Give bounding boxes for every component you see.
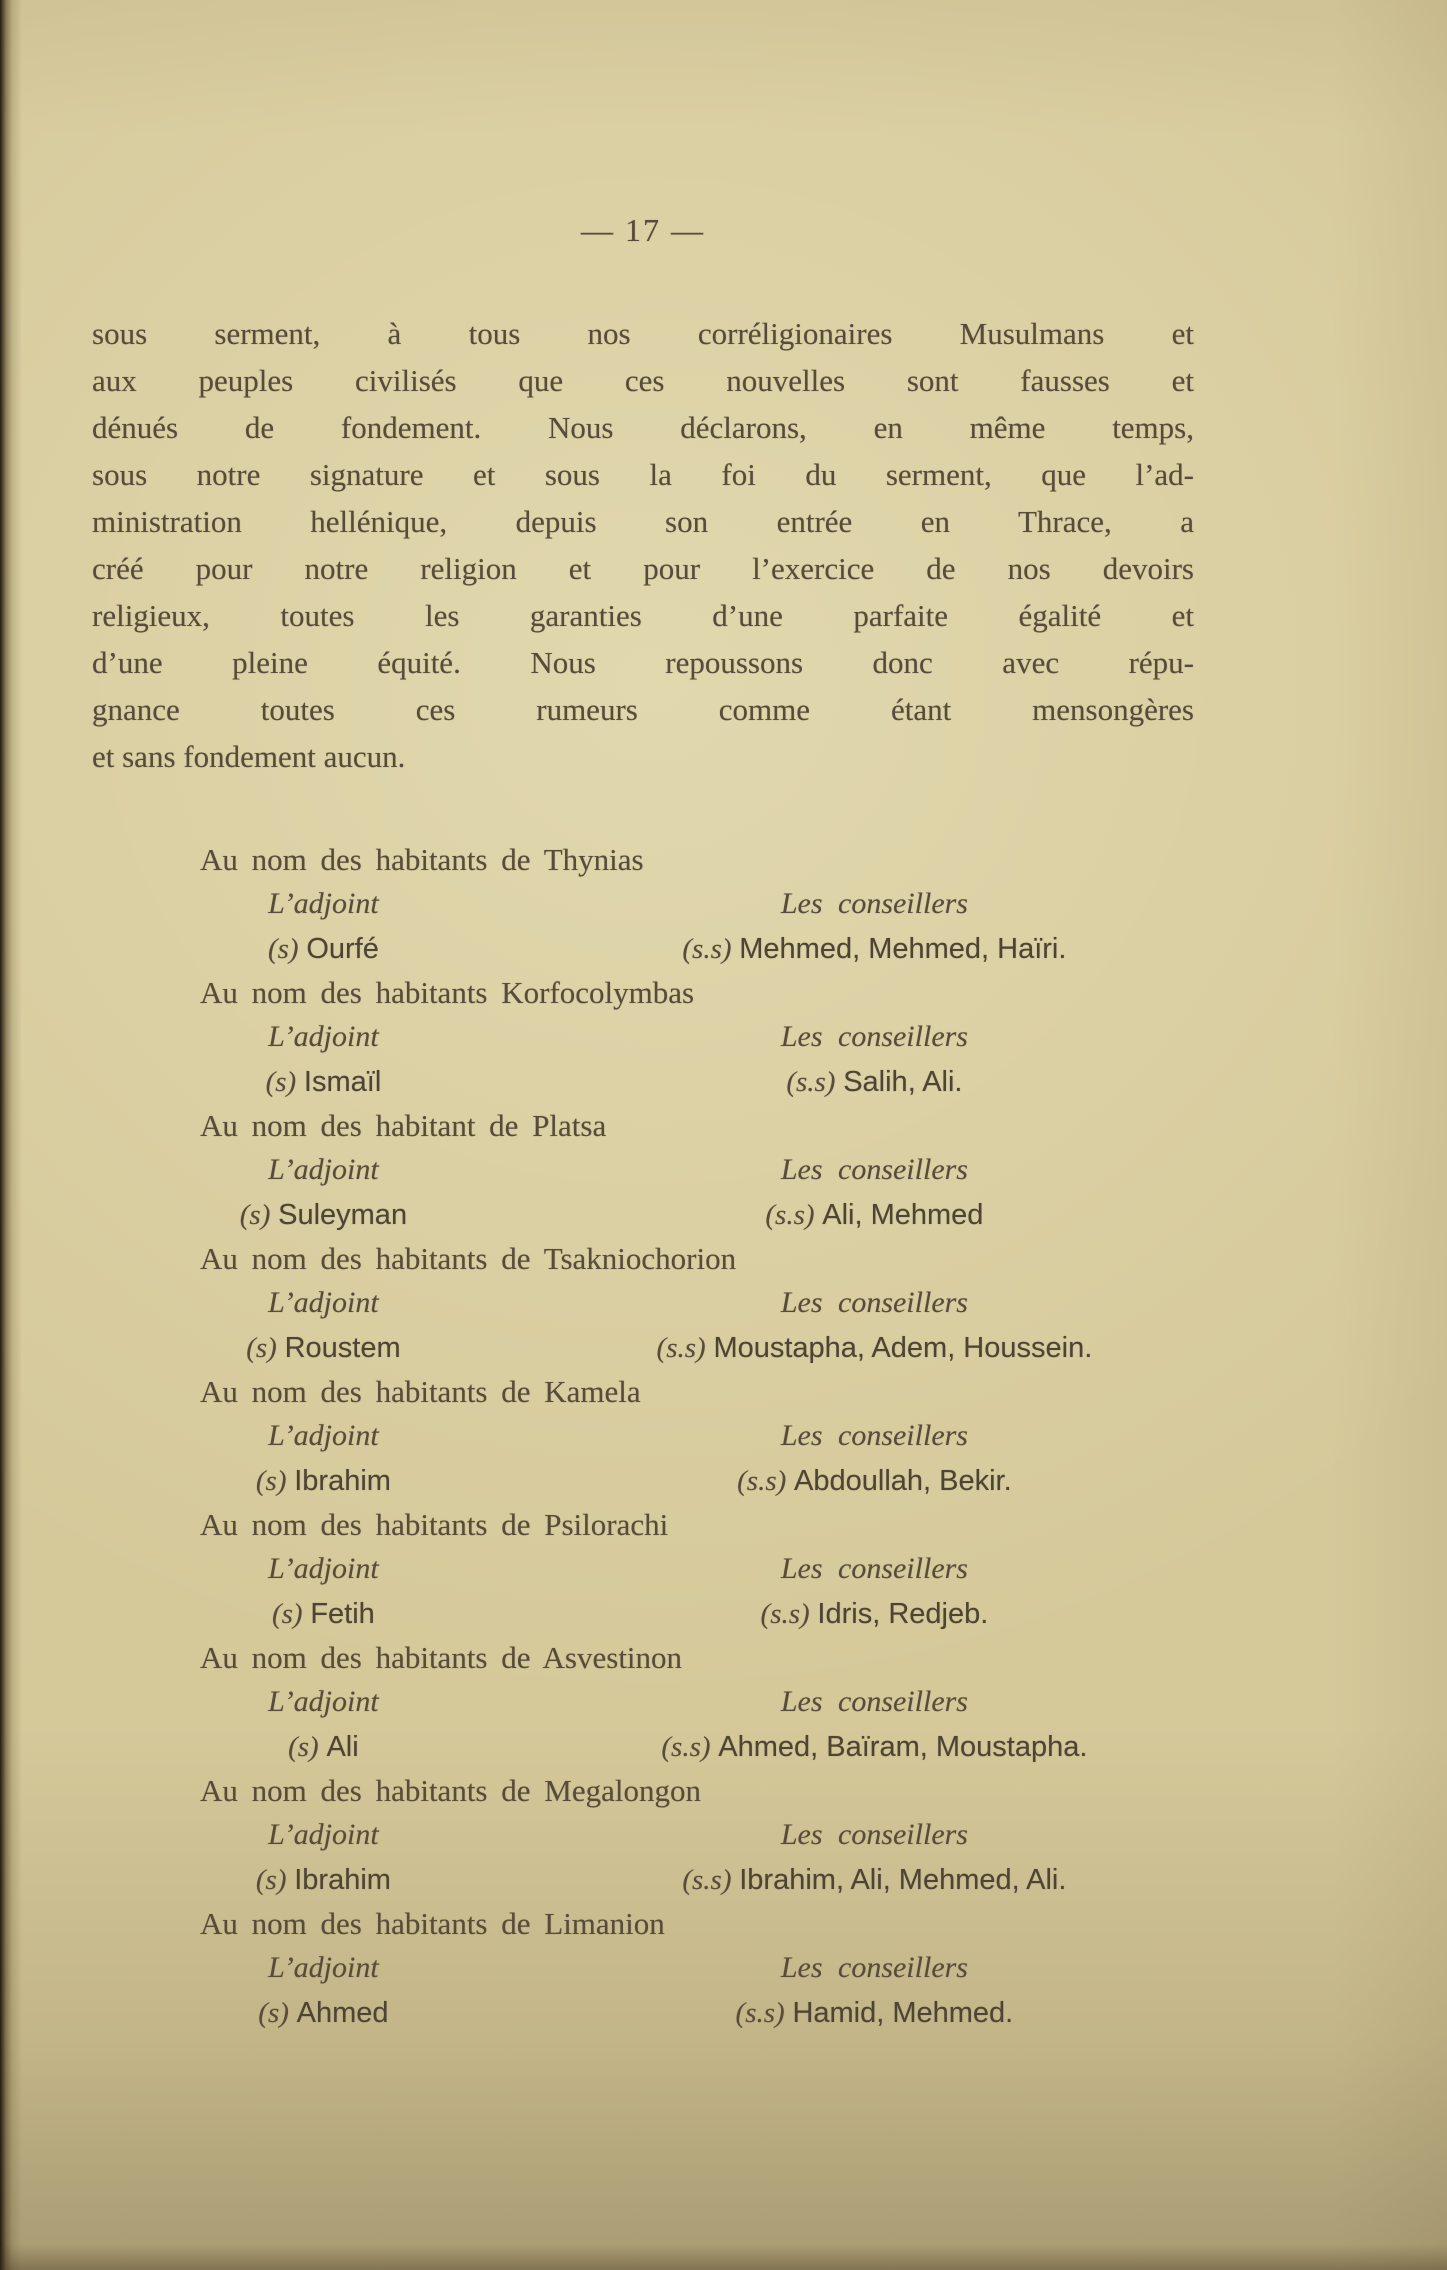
paragraph-line: sous serment, à tous nos corréligionaires Musulmans et [92, 316, 1194, 351]
village-group [92, 1902, 1194, 2035]
group-header: Au nom des habitants de Megalongon [200, 1773, 701, 1808]
conseillers-names: Hamid, Mehmed. [792, 1997, 1014, 2029]
adjoint-name: Ibrahim [294, 1465, 391, 1497]
adjoint-name: Ourfé [306, 933, 379, 965]
village-group [92, 1503, 1194, 1636]
conseillers-names: Ahmed, Baïram, Moustapha. [718, 1731, 1088, 1763]
conseillers-signature [555, 1990, 1194, 2035]
group-header: Au nom des habitants de Asvestinon [200, 1640, 683, 1675]
adjoint-label: L’adjoint [268, 1286, 379, 1319]
adjoint-name: Roustem [284, 1332, 401, 1364]
conseillers-signature [555, 1857, 1194, 1902]
conseillers-signature [555, 1325, 1194, 1370]
signature-prefix: (s.s) [760, 1598, 810, 1630]
paragraph-line: et sans fondement aucun. [92, 739, 406, 774]
adjoint-label: L’adjoint [268, 1020, 379, 1053]
group-header: Au nom des habitants de Kamela [200, 1374, 641, 1409]
paragraph-line: ministration hellénique, depuis son entrée en Thrace, a [92, 504, 1194, 539]
conseillers-label: Les conseillers [780, 1552, 968, 1585]
adjoint-label: L’adjoint [268, 1951, 379, 1984]
paragraph-line: d’une pleine équité. Nous repoussons donc avec répu- [92, 645, 1194, 680]
group-header: Au nom des habitants de Psilorachi [200, 1507, 669, 1542]
paragraph-line: sous notre signature et sous la foi du serment, que l’ad- [92, 457, 1194, 492]
signature-prefix: (s.s) [656, 1332, 706, 1364]
conseillers-label: Les conseillers [780, 1286, 968, 1319]
declaration-paragraph [92, 310, 1194, 780]
group-header: Au nom des habitants Korfocolymbas [200, 975, 695, 1010]
adjoint-signature [92, 1591, 555, 1636]
signature-prefix: (s) [239, 1199, 271, 1231]
conseillers-signature [555, 1591, 1194, 1636]
adjoint-name: Ismaïl [303, 1066, 382, 1098]
signature-prefix: (s) [265, 1066, 297, 1098]
conseillers-names: Idris, Redjeb. [817, 1598, 989, 1630]
signature-declarations [92, 838, 1194, 2035]
adjoint-signature [92, 1325, 555, 1370]
conseillers-label: Les conseillers [780, 1685, 968, 1718]
village-group [92, 1237, 1194, 1370]
village-group [92, 1769, 1194, 1902]
adjoint-label: L’adjoint [268, 1153, 379, 1186]
signature-prefix: (s.s) [786, 1066, 836, 1098]
conseillers-names: Moustapha, Adem, Houssein. [713, 1332, 1093, 1364]
group-header: Au nom des habitants de Limanion [200, 1906, 665, 1941]
conseillers-label: Les conseillers [780, 887, 968, 920]
signature-prefix: (s) [246, 1332, 277, 1364]
paragraph-line: religieux, toutes les garanties d’une parfaite égalité et [92, 598, 1194, 633]
page-bottom-shadow [0, 2244, 1447, 2270]
adjoint-label: L’adjoint [268, 1685, 379, 1718]
paragraph-line: créé pour notre religion et pour l’exercice de nos devoirs [92, 551, 1194, 586]
village-group [92, 838, 1194, 971]
paragraph-line: gnance toutes ces rumeurs comme étant mensongères [92, 692, 1194, 727]
adjoint-signature [92, 1724, 555, 1769]
adjoint-signature [92, 1192, 555, 1237]
signature-prefix: (s.s) [682, 1864, 732, 1896]
conseillers-signature [555, 1059, 1194, 1104]
conseillers-names: Ali, Mehmed [822, 1199, 984, 1231]
village-group [92, 1104, 1194, 1237]
signature-prefix: (s) [255, 1864, 287, 1896]
signature-prefix: (s) [271, 1598, 303, 1630]
adjoint-signature [92, 1059, 555, 1104]
adjoint-signature [92, 926, 555, 971]
group-header: Au nom des habitants de Thynias [200, 842, 644, 877]
signature-prefix: (s) [267, 933, 299, 965]
conseillers-label: Les conseillers [780, 1153, 968, 1186]
conseillers-names: Abdoullah, Bekir. [794, 1465, 1012, 1497]
village-group [92, 971, 1194, 1104]
adjoint-label: L’adjoint [268, 1419, 379, 1452]
conseillers-signature [555, 926, 1194, 971]
conseillers-signature [555, 1192, 1194, 1237]
adjoint-signature [92, 1458, 555, 1503]
signature-prefix: (s.s) [735, 1997, 785, 2029]
page-binding-shadow [0, 0, 22, 2270]
signature-prefix: (s.s) [737, 1465, 787, 1497]
signature-prefix: (s.s) [661, 1731, 711, 1763]
conseillers-names: Mehmed, Mehmed, Haïri. [739, 933, 1067, 965]
conseillers-label: Les conseillers [780, 1419, 968, 1452]
adjoint-name: Suleyman [278, 1199, 408, 1231]
adjoint-name: Fetih [310, 1598, 375, 1630]
paragraph-line: dénués de fondement. Nous déclarons, en même temps, [92, 410, 1194, 445]
adjoint-name: Ali [326, 1731, 359, 1763]
conseillers-label: Les conseillers [780, 1951, 968, 1984]
signature-prefix: (s) [255, 1465, 287, 1497]
adjoint-signature [92, 1990, 555, 2035]
signature-prefix: (s) [258, 1997, 289, 2029]
adjoint-label: L’adjoint [268, 887, 379, 920]
group-header: Au nom des habitant de Platsa [200, 1108, 607, 1143]
conseillers-signature [555, 1458, 1194, 1503]
conseillers-names: Ibrahim, Ali, Mehmed, Ali. [739, 1864, 1067, 1896]
adjoint-name: Ibrahim [294, 1864, 391, 1896]
group-header: Au nom des habitants de Tsakniochorion [200, 1241, 737, 1276]
adjoint-label: L’adjoint [268, 1552, 379, 1585]
signature-prefix: (s.s) [765, 1199, 815, 1231]
conseillers-names: Salih, Ali. [843, 1066, 963, 1098]
page-number: — 17 — [581, 212, 705, 248]
signature-prefix: (s) [288, 1731, 319, 1763]
adjoint-signature [92, 1857, 555, 1902]
village-group [92, 1370, 1194, 1503]
adjoint-name: Ahmed [296, 1997, 389, 2029]
adjoint-label: L’adjoint [268, 1818, 379, 1851]
conseillers-signature [555, 1724, 1194, 1769]
conseillers-label: Les conseillers [780, 1818, 968, 1851]
paragraph-line: aux peuples civilisés que ces nouvelles sont fausses et [92, 363, 1194, 398]
village-group [92, 1636, 1194, 1769]
conseillers-label: Les conseillers [780, 1020, 968, 1053]
signature-prefix: (s.s) [682, 933, 732, 965]
